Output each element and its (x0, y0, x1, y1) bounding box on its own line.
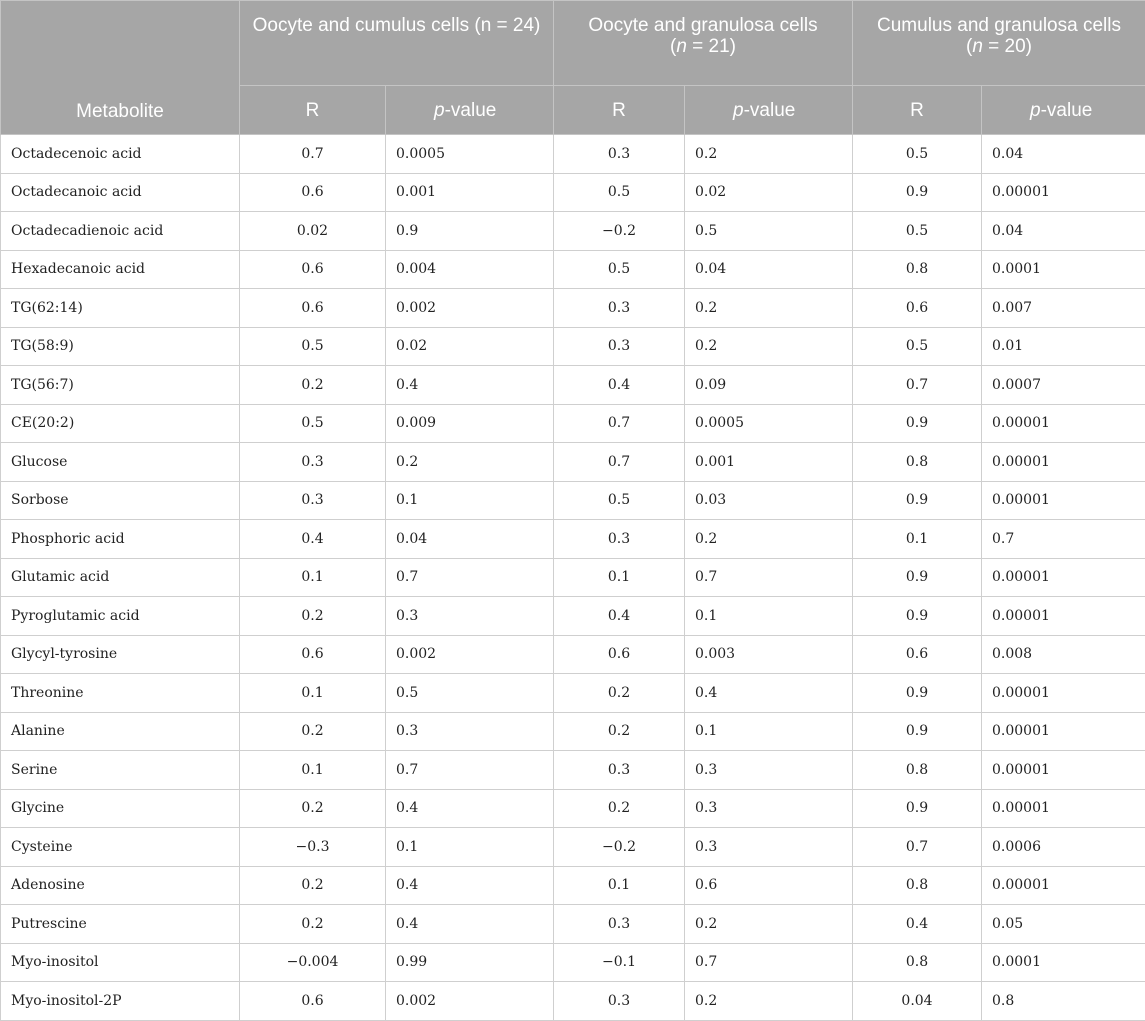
r-oocyte-granulosa-cell: 0.2 (554, 712, 685, 751)
p-oocyte-cumulus-cell: 0.001 (386, 173, 554, 212)
table-row (1, 982, 1145, 1021)
p-cumulus-granulosa-cell: 0.00001 (982, 789, 1145, 828)
p-oocyte-granulosa-cell: 0.001 (685, 443, 853, 482)
r-oocyte-cumulus-cell: 0.5 (240, 404, 386, 443)
p-oocyte-granulosa-cell: 0.6 (685, 866, 853, 905)
r-column-header: R (240, 86, 386, 135)
r-oocyte-cumulus-cell: 0.2 (240, 366, 386, 405)
r-oocyte-granulosa-cell: 0.1 (554, 866, 685, 905)
r-oocyte-granulosa-cell: −0.1 (554, 943, 685, 982)
r-cumulus-granulosa-cell: 0.9 (853, 173, 982, 212)
p-oocyte-cumulus-cell: 0.3 (386, 597, 554, 636)
table-row (1, 173, 1145, 212)
p-oocyte-cumulus-cell: 0.99 (386, 943, 554, 982)
table-row (1, 481, 1145, 520)
r-oocyte-granulosa-cell: 0.5 (554, 481, 685, 520)
p-oocyte-granulosa-cell: 0.7 (685, 558, 853, 597)
metabolite-name-cell: Cysteine (1, 828, 240, 867)
r-oocyte-granulosa-cell: 0.2 (554, 789, 685, 828)
table-row (1, 943, 1145, 982)
r-oocyte-cumulus-cell: −0.3 (240, 828, 386, 867)
table-row (1, 366, 1145, 405)
metabolite-column-header: Metabolite (1, 1, 240, 135)
r-oocyte-granulosa-cell: 0.6 (554, 635, 685, 674)
r-oocyte-granulosa-cell: 0.3 (554, 982, 685, 1021)
p-oocyte-cumulus-cell: 0.7 (386, 558, 554, 597)
r-cumulus-granulosa-cell: 0.5 (853, 327, 982, 366)
p-cumulus-granulosa-cell: 0.008 (982, 635, 1145, 674)
metabolite-name-cell: Octadecadienoic acid (1, 212, 240, 251)
p-oocyte-granulosa-cell: 0.02 (685, 173, 853, 212)
r-oocyte-cumulus-cell: 0.2 (240, 905, 386, 944)
r-oocyte-cumulus-cell: 0.5 (240, 327, 386, 366)
r-cumulus-granulosa-cell: 0.9 (853, 404, 982, 443)
r-oocyte-granulosa-cell: 0.3 (554, 135, 685, 174)
p-cumulus-granulosa-cell: 0.8 (982, 982, 1145, 1021)
p-oocyte-cumulus-cell: 0.004 (386, 250, 554, 289)
p-cumulus-granulosa-cell: 0.00001 (982, 558, 1145, 597)
metabolite-name-cell: Pyroglutamic acid (1, 597, 240, 636)
r-oocyte-granulosa-cell: 0.4 (554, 597, 685, 636)
table-row (1, 789, 1145, 828)
group-header-oocyte-granulosa-n: n (676, 36, 687, 57)
group-header-cumulus-granulosa-n: n (972, 36, 983, 57)
r-cumulus-granulosa-cell: 0.04 (853, 982, 982, 1021)
table-row (1, 712, 1145, 751)
p-oocyte-granulosa-cell: 0.2 (685, 905, 853, 944)
p-cumulus-granulosa-cell: 0.04 (982, 135, 1145, 174)
metabolite-name-cell: Serine (1, 751, 240, 790)
metabolite-name-cell: Myo-inositol-2P (1, 982, 240, 1021)
p-oocyte-cumulus-cell: 0.0005 (386, 135, 554, 174)
r-oocyte-granulosa-cell: 0.7 (554, 404, 685, 443)
table-row (1, 828, 1145, 867)
p-cumulus-granulosa-cell: 0.00001 (982, 404, 1145, 443)
group-header-cumulus-granulosa (853, 1, 1145, 86)
p-oocyte-granulosa-cell: 0.3 (685, 828, 853, 867)
table-row (1, 674, 1145, 713)
p-value-column-header: p-value (685, 86, 853, 135)
p-oocyte-cumulus-cell: 0.04 (386, 520, 554, 559)
header-row-groups (1, 1, 1145, 86)
metabolite-name-cell: Phosphoric acid (1, 520, 240, 559)
r-oocyte-granulosa-cell: 0.1 (554, 558, 685, 597)
p-cumulus-granulosa-cell: 0.00001 (982, 674, 1145, 713)
p-cumulus-granulosa-cell: 0.00001 (982, 751, 1145, 790)
p-cumulus-granulosa-cell: 0.01 (982, 327, 1145, 366)
table-body (1, 135, 1145, 1021)
r-oocyte-granulosa-cell: 0.3 (554, 289, 685, 328)
r-oocyte-granulosa-cell: 0.3 (554, 520, 685, 559)
p-cumulus-granulosa-cell: 0.00001 (982, 712, 1145, 751)
table-row (1, 866, 1145, 905)
r-oocyte-granulosa-cell: 0.2 (554, 674, 685, 713)
metabolite-name-cell: Hexadecanoic acid (1, 250, 240, 289)
p-oocyte-granulosa-cell: 0.7 (685, 943, 853, 982)
r-oocyte-granulosa-cell: 0.5 (554, 250, 685, 289)
r-oocyte-cumulus-cell: 0.2 (240, 597, 386, 636)
metabolite-name-cell: Threonine (1, 674, 240, 713)
r-oocyte-cumulus-cell: 0.3 (240, 443, 386, 482)
p-oocyte-cumulus-cell: 0.3 (386, 712, 554, 751)
r-oocyte-cumulus-cell: 0.4 (240, 520, 386, 559)
p-cumulus-granulosa-cell: 0.0001 (982, 250, 1145, 289)
r-cumulus-granulosa-cell: 0.8 (853, 943, 982, 982)
r-column-header: R (853, 86, 982, 135)
r-oocyte-cumulus-cell: 0.6 (240, 982, 386, 1021)
p-oocyte-granulosa-cell: 0.1 (685, 597, 853, 636)
p-oocyte-granulosa-cell: 0.1 (685, 712, 853, 751)
r-cumulus-granulosa-cell: 0.6 (853, 289, 982, 328)
r-oocyte-cumulus-cell: 0.1 (240, 751, 386, 790)
p-oocyte-cumulus-cell: 0.002 (386, 635, 554, 674)
p-oocyte-granulosa-cell: 0.2 (685, 289, 853, 328)
r-oocyte-granulosa-cell: 0.3 (554, 905, 685, 944)
r-oocyte-cumulus-cell: 0.6 (240, 250, 386, 289)
table-row (1, 635, 1145, 674)
r-oocyte-cumulus-cell: 0.1 (240, 558, 386, 597)
p-cumulus-granulosa-cell: 0.007 (982, 289, 1145, 328)
p-cumulus-granulosa-cell: 0.00001 (982, 866, 1145, 905)
r-cumulus-granulosa-cell: 0.8 (853, 751, 982, 790)
p-oocyte-cumulus-cell: 0.2 (386, 443, 554, 482)
r-cumulus-granulosa-cell: 0.8 (853, 250, 982, 289)
r-oocyte-cumulus-cell: 0.6 (240, 289, 386, 328)
p-oocyte-cumulus-cell: 0.9 (386, 212, 554, 251)
r-oocyte-cumulus-cell: 0.2 (240, 712, 386, 751)
p-cumulus-granulosa-cell: 0.04 (982, 212, 1145, 251)
p-oocyte-cumulus-cell: 0.002 (386, 982, 554, 1021)
table-row (1, 443, 1145, 482)
p-oocyte-granulosa-cell: 0.2 (685, 520, 853, 559)
table-row (1, 135, 1145, 174)
metabolite-name-cell: Putrescine (1, 905, 240, 944)
r-oocyte-granulosa-cell: −0.2 (554, 212, 685, 251)
r-cumulus-granulosa-cell: 0.1 (853, 520, 982, 559)
group-header-oocyte-granulosa-open: ( (670, 36, 676, 57)
p-cumulus-granulosa-cell: 0.00001 (982, 443, 1145, 482)
r-cumulus-granulosa-cell: 0.9 (853, 558, 982, 597)
p-oocyte-granulosa-cell: 0.04 (685, 250, 853, 289)
p-oocyte-granulosa-cell: 0.09 (685, 366, 853, 405)
metabolite-name-cell: Octadecanoic acid (1, 173, 240, 212)
r-column-header: R (554, 86, 685, 135)
p-oocyte-cumulus-cell: 0.009 (386, 404, 554, 443)
p-value-column-header: p-value (982, 86, 1145, 135)
table-row (1, 327, 1145, 366)
metabolite-name-cell: Glycyl-tyrosine (1, 635, 240, 674)
metabolite-name-cell: TG(62:14) (1, 289, 240, 328)
group-header-cumulus-granulosa-count: = 20) (983, 36, 1032, 57)
p-oocyte-cumulus-cell: 0.1 (386, 828, 554, 867)
metabolite-name-cell: Alanine (1, 712, 240, 751)
p-cumulus-granulosa-cell: 0.0001 (982, 943, 1145, 982)
r-oocyte-cumulus-cell: 0.6 (240, 173, 386, 212)
p-oocyte-granulosa-cell: 0.03 (685, 481, 853, 520)
group-header-cumulus-granulosa-line1: Cumulus and granulosa cells (877, 15, 1121, 36)
metabolite-name-cell: TG(58:9) (1, 327, 240, 366)
r-cumulus-granulosa-cell: 0.9 (853, 481, 982, 520)
table-row (1, 520, 1145, 559)
r-oocyte-granulosa-cell: 0.3 (554, 327, 685, 366)
p-oocyte-granulosa-cell: 0.0005 (685, 404, 853, 443)
p-oocyte-cumulus-cell: 0.02 (386, 327, 554, 366)
group-header-oocyte-granulosa-line1: Oocyte and granulosa cells (588, 15, 817, 36)
p-oocyte-cumulus-cell: 0.4 (386, 866, 554, 905)
table-row (1, 212, 1145, 251)
r-cumulus-granulosa-cell: 0.9 (853, 789, 982, 828)
r-oocyte-granulosa-cell: 0.3 (554, 751, 685, 790)
r-oocyte-granulosa-cell: 0.5 (554, 173, 685, 212)
p-oocyte-granulosa-cell: 0.3 (685, 751, 853, 790)
group-header-oocyte-granulosa-count: = 21) (687, 36, 736, 57)
r-cumulus-granulosa-cell: 0.5 (853, 212, 982, 251)
metabolite-name-cell: Myo-inositol (1, 943, 240, 982)
p-cumulus-granulosa-cell: 0.0007 (982, 366, 1145, 405)
r-oocyte-cumulus-cell: 0.6 (240, 635, 386, 674)
p-cumulus-granulosa-cell: 0.00001 (982, 481, 1145, 520)
p-oocyte-cumulus-cell: 0.4 (386, 366, 554, 405)
r-cumulus-granulosa-cell: 0.5 (853, 135, 982, 174)
table-header (1, 1, 1145, 135)
group-header-cumulus-granulosa-open: ( (966, 36, 972, 57)
table-row (1, 404, 1145, 443)
p-oocyte-granulosa-cell: 0.4 (685, 674, 853, 713)
p-oocyte-granulosa-cell: 0.3 (685, 789, 853, 828)
p-oocyte-granulosa-cell: 0.2 (685, 982, 853, 1021)
table-row (1, 289, 1145, 328)
r-oocyte-granulosa-cell: 0.7 (554, 443, 685, 482)
p-oocyte-cumulus-cell: 0.002 (386, 289, 554, 328)
table-row (1, 905, 1145, 944)
p-value-column-header: p-value (386, 86, 554, 135)
p-cumulus-granulosa-cell: 0.00001 (982, 597, 1145, 636)
r-oocyte-cumulus-cell: 0.3 (240, 481, 386, 520)
p-oocyte-cumulus-cell: 0.4 (386, 905, 554, 944)
r-oocyte-cumulus-cell: 0.02 (240, 212, 386, 251)
r-cumulus-granulosa-cell: 0.8 (853, 443, 982, 482)
r-oocyte-cumulus-cell: 0.2 (240, 866, 386, 905)
r-oocyte-cumulus-cell: 0.1 (240, 674, 386, 713)
group-header-oocyte-cumulus (240, 1, 554, 86)
p-oocyte-cumulus-cell: 0.5 (386, 674, 554, 713)
group-header-oocyte-granulosa (554, 1, 853, 86)
p-oocyte-cumulus-cell: 0.4 (386, 789, 554, 828)
table-row (1, 751, 1145, 790)
r-cumulus-granulosa-cell: 0.7 (853, 828, 982, 867)
metabolite-name-cell: CE(20:2) (1, 404, 240, 443)
metabolite-name-cell: TG(56:7) (1, 366, 240, 405)
r-oocyte-granulosa-cell: −0.2 (554, 828, 685, 867)
p-oocyte-cumulus-cell: 0.7 (386, 751, 554, 790)
p-oocyte-granulosa-cell: 0.2 (685, 135, 853, 174)
p-cumulus-granulosa-cell: 0.00001 (982, 173, 1145, 212)
p-cumulus-granulosa-cell: 0.7 (982, 520, 1145, 559)
table-row (1, 597, 1145, 636)
r-cumulus-granulosa-cell: 0.4 (853, 905, 982, 944)
metabolite-name-cell: Sorbose (1, 481, 240, 520)
p-oocyte-granulosa-cell: 0.003 (685, 635, 853, 674)
r-oocyte-granulosa-cell: 0.4 (554, 366, 685, 405)
p-oocyte-cumulus-cell: 0.1 (386, 481, 554, 520)
metabolite-name-cell: Glucose (1, 443, 240, 482)
p-cumulus-granulosa-cell: 0.05 (982, 905, 1145, 944)
p-oocyte-granulosa-cell: 0.2 (685, 327, 853, 366)
r-oocyte-cumulus-cell: 0.7 (240, 135, 386, 174)
table-row (1, 250, 1145, 289)
r-cumulus-granulosa-cell: 0.9 (853, 712, 982, 751)
r-cumulus-granulosa-cell: 0.9 (853, 674, 982, 713)
r-cumulus-granulosa-cell: 0.6 (853, 635, 982, 674)
p-cumulus-granulosa-cell: 0.0006 (982, 828, 1145, 867)
table-row (1, 558, 1145, 597)
metabolite-name-cell: Glycine (1, 789, 240, 828)
r-cumulus-granulosa-cell: 0.8 (853, 866, 982, 905)
r-oocyte-cumulus-cell: 0.2 (240, 789, 386, 828)
r-cumulus-granulosa-cell: 0.9 (853, 597, 982, 636)
metabolite-name-cell: Glutamic acid (1, 558, 240, 597)
group-header-oocyte-cumulus-title: Oocyte and cumulus cells (n = 24) (253, 15, 541, 36)
metabolite-name-cell: Octadecenoic acid (1, 135, 240, 174)
r-cumulus-granulosa-cell: 0.7 (853, 366, 982, 405)
metabolite-name-cell: Adenosine (1, 866, 240, 905)
p-oocyte-granulosa-cell: 0.5 (685, 212, 853, 251)
r-oocyte-cumulus-cell: −0.004 (240, 943, 386, 982)
